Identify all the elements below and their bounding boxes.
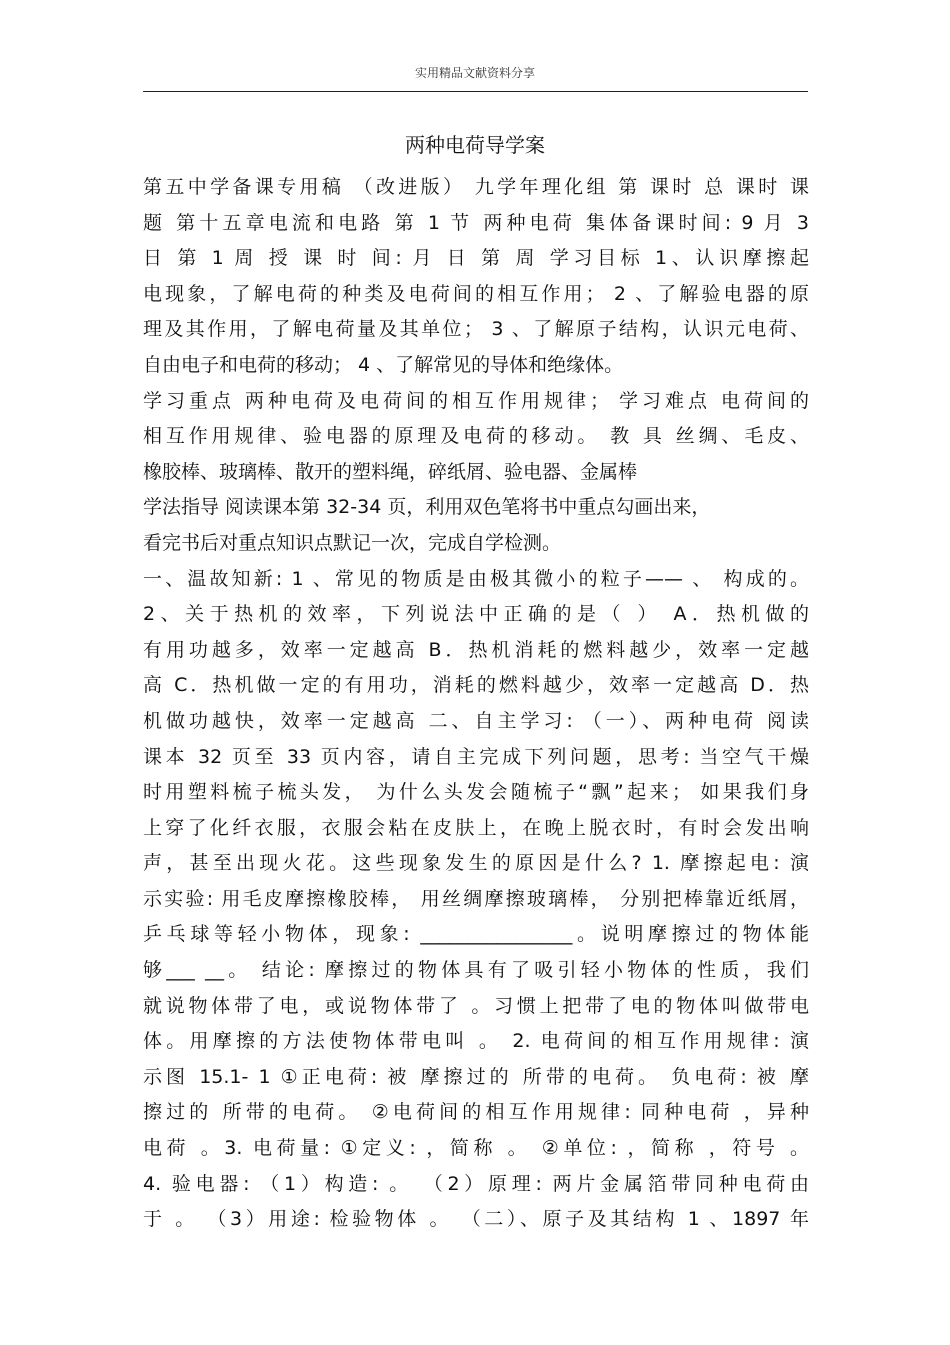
page-header: 实用精品文献资料分享 [414,66,535,80]
body-line: 橡胶棒、玻璃棒、散开的塑料绳，碎纸屑、验电器、金属棒 [143,460,638,483]
body-line: 声，甚至出现火花。这些现象发生的原因是什么? 1. 摩擦起电: 演 [143,852,809,875]
body-line: 乒乓球等轻小物体，现象: ________________。说明摩擦过的物体能 [143,923,809,946]
body-line: 有用功越多，效率一定越高 B．热机消耗的燃料越少，效率一定越 [143,638,809,661]
body-line: 高 C．热机做一定的有用功，消耗的燃料越少，效率一定越高 D．热 [143,674,809,697]
body-line: 时用塑料梳子梳头发， 为什么头发会随梳子“飘”起来； 如果我们身 [143,781,809,804]
body-line: 相互作用规律、验电器的原理及电荷的移动。 教 具 丝绸、毛皮、 [143,425,809,448]
body-line: 看完书后对重点知识点默记一次，完成自学检测。 [143,531,562,554]
body-line: 理及其作用，了解电荷量及其单位； 3 、了解原子结构，认识元电荷、 [143,318,809,341]
body-line: 第五中学备课专用稿 （改进版） 九学年理化组 第 课时 总 课时 课 [143,176,809,198]
header-divider [143,91,808,92]
body-line: 电荷 。3. 电荷量: ①定义: ，简称 。 ②单位: ，简称 ，符号 。 [143,1137,809,1160]
body-line: 2、关于热机的效率，下列说法中正确的是（ ） A．热机做的 [143,603,809,626]
body-line: 日 第 1 周 授 课 时 间: 月 日 第 周 学习目标 1、认识摩擦起 [143,247,809,270]
body-line: 机做功越快，效率一定越高 二、自主学习: （一）、两种电荷 阅读 [143,709,809,732]
document-body [143,170,809,1238]
body-line: 一、温故知新: 1 、常见的物质是由极其微小的粒子—— 、 构成的。 [143,567,809,590]
body-line: 体。用摩擦的方法使物体带电叫 。 2. 电荷间的相互作用规律: 演 [143,1030,809,1053]
body-line: 题 第十五章电流和电路 第 1 节 两种电荷 集体备课时间: 9 月 3 [143,211,809,234]
body-line: 于 。 （3）用途: 检验物体 。 （二）、原子及其结构 1 、1897 年 [143,1208,809,1231]
body-line: 课本 32 页至 33 页内容，请自主完成下列问题，思考: 当空气干燥 [143,745,809,768]
body-line: 电现象，了解电荷的种类及电荷间的相互作用； 2 、了解验电器的原 [143,282,809,305]
body-line: 示实验: 用毛皮摩擦橡胶棒， 用丝绸摩擦玻璃棒， 分别把棒靠近纸屑， [143,887,809,910]
body-line: 示图 15.1- 1 ①正电荷: 被 摩擦过的 所带的电荷。 负电荷: 被 摩 [143,1065,809,1088]
body-line: 自由电子和电荷的移动； 4 、了解常见的导体和绝缘体。 [143,353,624,376]
body-line: 4. 验电器: （1）构造: 。 （2）原理: 两片金属箔带同种电荷由 [143,1172,809,1195]
body-line: 够___ __。 结论: 摩擦过的物体具有了吸引轻小物体的性质，我们 [143,959,809,982]
body-line: 擦过的 所带的电荷。 ②电荷间的相互作用规律: 同种电荷 ，异种 [143,1101,809,1124]
body-line: 上穿了化纤衣服，衣服会粘在皮肤上，在晚上脱衣时，有时会发出响 [143,816,809,839]
body-line: 学法指导 阅读课本第 32-34 页，利用双色笔将书中重点勾画出来， [143,496,711,519]
document-title: 两种电荷导学案 [405,133,545,157]
body-line: 学习重点 两种电荷及电荷间的相互作用规律； 学习难点 电荷间的 [143,389,809,412]
body-line: 就说物体带了电，或说物体带了 。习惯上把带了电的物体叫做带电 [143,994,809,1017]
